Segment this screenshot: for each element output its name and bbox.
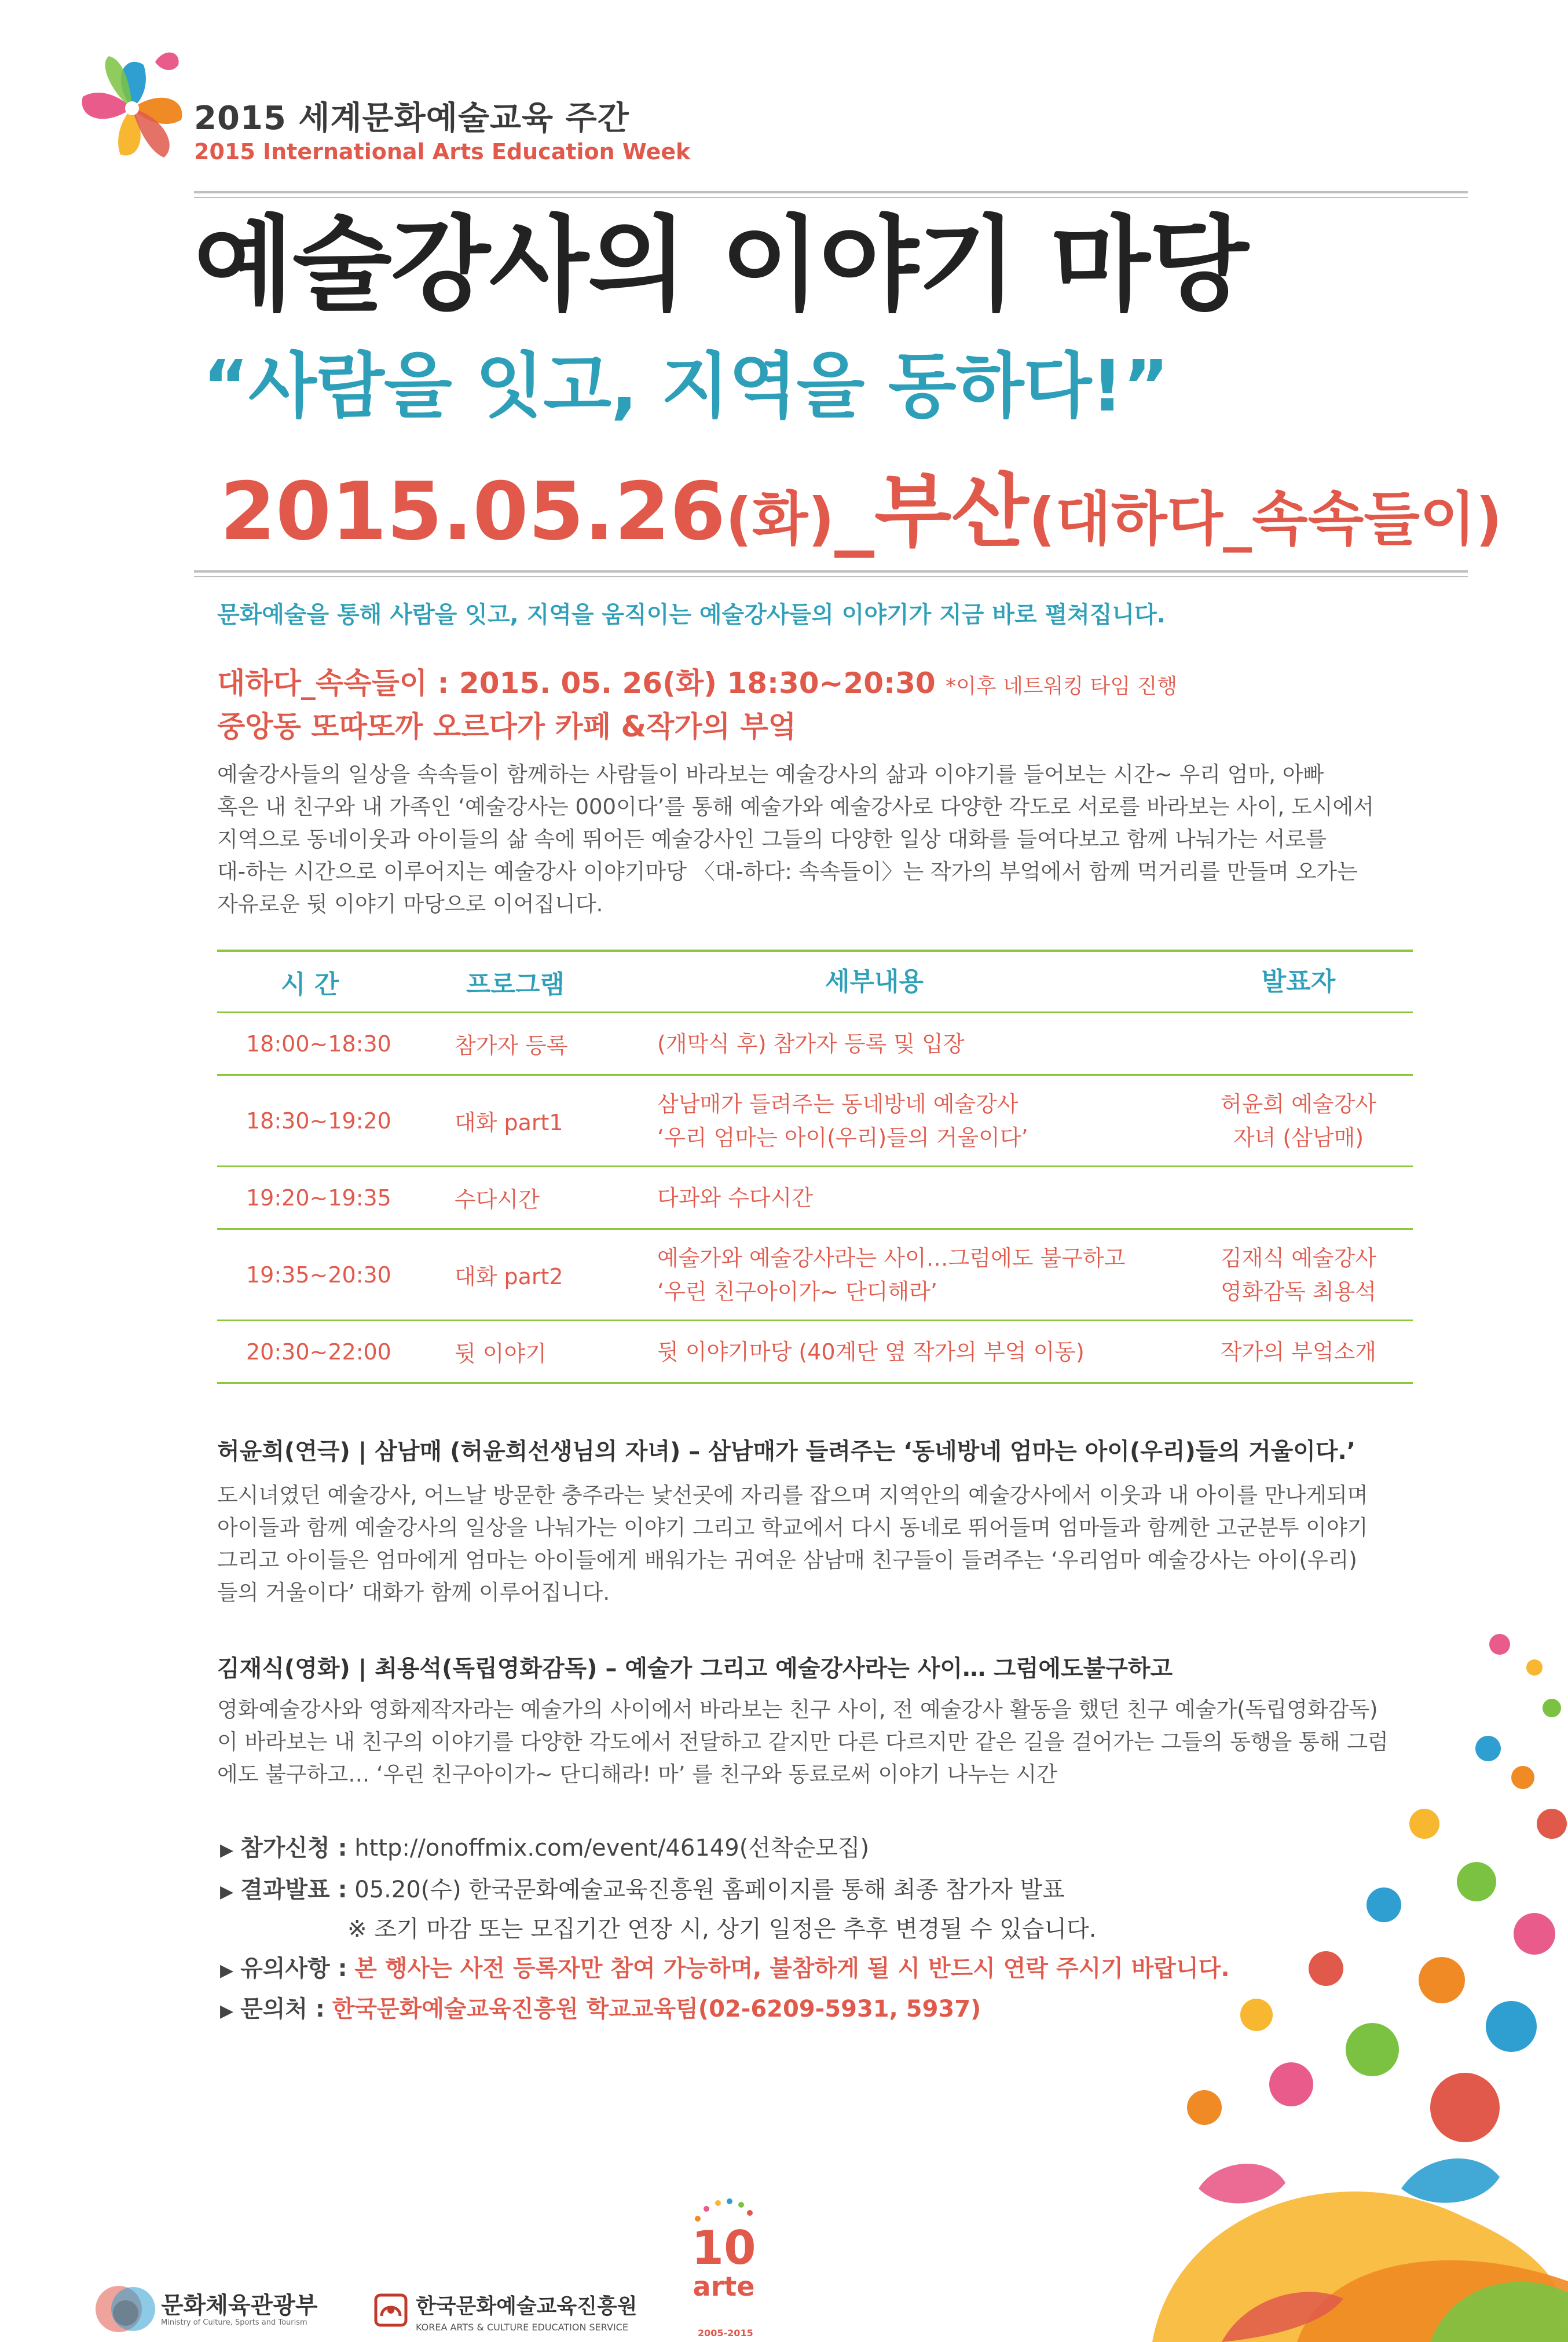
apply-label: 참가신청 :: [240, 1835, 347, 1861]
row-time: 20:30~22:00: [246, 1339, 391, 1365]
result-value: 05.20(수) 한국문화예술교육진흥원 홈페이지를 통해 최종 참가자 발표: [354, 1876, 1065, 1903]
anniversary-years: 2005-2015: [698, 2328, 753, 2339]
row-detail-line: ‘우리 엄마는 아이(우리)들의 거울이다’: [657, 1124, 1028, 1150]
row-detail-line: 삼남매가 들려주는 동네방네 예술강사: [657, 1091, 1019, 1117]
contact-value: 한국문화예술교육진흥원 학교교육팀(02-6209-5931, 5937): [332, 1996, 981, 2022]
info-contact: [220, 1991, 981, 2024]
schedule-change-notice: ※ 조기 마감 또는 모집기간 연장 시, 상기 일정은 추후 변경될 수 있습니다.: [347, 1916, 1097, 1942]
row-speaker: [1184, 1087, 1413, 1154]
info-result: [220, 1871, 1065, 1904]
triangle-right-icon: ▶: [220, 2001, 234, 2021]
intro-text: 문화예술을 통해 사람을 잇고, 지역을 움직이는 예술강사들의 이야기가 지금 바로 펼쳐집니다.: [217, 602, 1166, 628]
row-speaker-line: 허윤희 예술강사: [1220, 1091, 1377, 1117]
talk1-line: 도시녀였던 예술강사, 어느날 방문한 충주라는 낯선곳에 자리를 잡으며 지역안의 예술강사에서 이웃과 내 아이를 만나게되며: [217, 1483, 1368, 1508]
event-day: (화): [726, 485, 835, 553]
row-speaker-line: 자녀 (삼남매): [1233, 1124, 1364, 1150]
header-detail: 세부내용: [825, 966, 924, 996]
event-name-english: 2015 International Arts Education Week: [194, 139, 691, 164]
arte-name: 한국문화예술교육진흥원: [416, 2294, 638, 2318]
row-detail: [634, 1335, 1184, 1369]
event-date: 2015.05.26: [220, 465, 726, 558]
description-line: 혹은 내 친구와 내 가족인 ‘예술강사는 000이다’를 통해 예술가와 예술강사로 다양한 각도로 서로를 바라보는 사이, 도시에서: [217, 794, 1374, 819]
row-speaker: [1184, 1241, 1413, 1309]
triangle-right-icon: ▶: [220, 1882, 234, 1902]
session-time: [217, 660, 1177, 702]
anniversary-logo: [683, 2194, 764, 2322]
event-venue-tag: (대하다_속속들이): [1028, 485, 1503, 553]
row-detail: [634, 1087, 1184, 1154]
header-divider: [194, 191, 1468, 198]
description-line: 자유로운 뒷 이야기 마당으로 이어집니다.: [217, 892, 603, 917]
info-apply: [220, 1830, 869, 1863]
event-city: _부산: [834, 465, 1029, 558]
headline-divider: [194, 570, 1468, 577]
row-program: 참가자 등록: [455, 1033, 568, 1058]
page-subtitle: “사람을 잇고, 지역을 동하다!”: [203, 345, 1169, 427]
talk2-line: 에도 불구하고… ‘우린 친구아이가~ 단디해라! 마’ 를 친구와 동료로써 이야기 나누는 시간: [217, 1762, 1057, 1787]
row-program: 뒷 이야기: [455, 1341, 547, 1366]
page-title: 예술강사의 이야기 마당: [194, 205, 1248, 325]
talk2-heading: 김재식(영화) | 최용석(독립영화감독) – 예술가 그리고 예술강사라는 사이… 그럼에도불구하고: [217, 1655, 1173, 1682]
event-date-line: [220, 465, 1503, 558]
flower-petals-logo: [63, 42, 202, 175]
row-time: 19:20~19:35: [246, 1185, 391, 1211]
anniversary-number: 10: [691, 2221, 756, 2275]
row-program: 수다시간: [455, 1187, 540, 1212]
arte-emblem-icon: [373, 2293, 408, 2328]
row-detail-line: ‘우린 친구아이가~ 단디해라’: [657, 1278, 937, 1304]
row-detail-line: (개막식 후) 참가자 등록 및 입장: [657, 1031, 965, 1057]
row-speaker-line: 영화감독 최용석: [1220, 1278, 1377, 1304]
caution-label: 유의사항 :: [240, 1955, 347, 1982]
table-header: [217, 950, 1413, 1013]
description: [217, 758, 1374, 921]
row-time: 19:35~20:30: [246, 1262, 391, 1288]
description-line: 대-하는 시간으로 이루어지는 예술강사 이야기마당 〈대-하다: 속속들이〉는 작가의 부엌에서 함께 먹거리를 만들며 오가는: [217, 859, 1358, 884]
row-detail-line: 뒷 이야기마당 (40계단 옆 작가의 부엌 이동): [657, 1339, 1085, 1365]
row-detail: [634, 1241, 1184, 1309]
session-time-note: *이후 네트워킹 타임 진행: [946, 675, 1178, 698]
header-speaker: 발표자: [1261, 966, 1336, 996]
table-row: [217, 1076, 1413, 1167]
row-speaker-line: 김재식 예술강사: [1220, 1245, 1377, 1271]
description-line: 지역으로 동네이웃과 아이들의 삶 속에 뛰어든 예술강사인 그들의 다양한 일상 대화를 들여다보고 함께 나눠가는 서로를: [217, 827, 1327, 852]
ministry-name: 문화체육관광부: [161, 2292, 318, 2319]
row-time: 18:30~19:20: [246, 1108, 391, 1134]
talk1-line: 아이들과 함께 예술강사의 일상을 나눠가는 이야기 그리고 학교에서 다시 동네로 뛰어들며 엄마들과 함께한 고군분투 이야기: [217, 1515, 1368, 1540]
schedule-table: [217, 950, 1413, 1384]
talk1-line: 들의 거울이다’ 대화가 함께 이루어집니다.: [217, 1580, 610, 1605]
header-time: 시 간: [281, 969, 339, 999]
session-time-text: 대하다_속속들이 : 2015. 05. 26(화) 18:30~20:30: [217, 666, 936, 700]
row-speaker: [1184, 1335, 1413, 1369]
table-row: [217, 1167, 1413, 1230]
apply-link[interactable]: http://onoffmix.com/event/46149(선착순모집): [354, 1835, 870, 1861]
row-time: 18:00~18:30: [246, 1031, 391, 1057]
session-venue: 중앙동 또따또까 오르다가 카페 &작가의 부엌: [217, 710, 797, 743]
petal-cluster: [1152, 1633, 1568, 2342]
triangle-right-icon: ▶: [220, 1840, 234, 1860]
header-program: 프로그램: [466, 969, 565, 999]
talk2-line: 이 바라보는 내 친구의 이야기를 다양한 각도에서 전달하고 같지만 다른 다르지만 같은 길을 걸어가는 그들의 동행을 통해 그럼: [217, 1729, 1389, 1754]
row-detail: [634, 1181, 1184, 1215]
info-caution: [220, 1950, 1230, 1983]
ministry-name-english: Ministry of Culture, Sports and Tourism: [161, 2318, 307, 2327]
table-row: [217, 1230, 1413, 1321]
contact-label: 문의처 :: [240, 1996, 325, 2022]
row-program: 대화 part2: [455, 1264, 563, 1289]
row-program: 대화 part1: [455, 1110, 563, 1135]
caution-value: 본 행사는 사전 등록자만 참여 가능하며, 불참하게 될 시 반드시 연락 주시기 바랍니다.: [354, 1955, 1230, 1982]
row-detail-line: 다과와 수다시간: [657, 1185, 814, 1211]
talk2-line: 영화예술강사와 영화제작자라는 예술가의 사이에서 바라보는 친구 사이, 전 예술강사 활동을 했던 친구 예술가(독립영화감독): [217, 1697, 1378, 1722]
row-detail-line: 예술가와 예술강사라는 사이…그럼에도 불구하고: [657, 1245, 1126, 1271]
table-row: [217, 1321, 1413, 1384]
result-label: 결과발표 :: [240, 1876, 347, 1903]
row-detail: [634, 1027, 1184, 1061]
arte-name-english: KOREA ARTS & CULTURE EDUCATION SERVICE: [416, 2322, 628, 2333]
ministry-logo-icon: [93, 2281, 162, 2336]
talk1-heading: 허윤희(연극) | 삼남매 (허윤희선생님의 자녀) – 삼남매가 들려주는 ‘동네방네 엄마는 아이(우리)들의 거울이다.’: [217, 1438, 1355, 1465]
triangle-right-icon: ▶: [220, 1960, 234, 1981]
talk1-body: [217, 1479, 1368, 1609]
anniversary-word: arte: [693, 2271, 755, 2302]
event-name-korean: 2015 세계문화예술교육 주간: [194, 100, 629, 137]
talk1-line: 그리고 아이들은 엄마에게 엄마는 아이들에게 배워가는 귀여운 삼남매 친구들이 들려주는 ‘우리엄마 예술강사는 아이(우리): [217, 1548, 1357, 1573]
table-row: [217, 1013, 1413, 1076]
description-line: 예술강사들의 일상을 속속들이 함께하는 사람들이 바라보는 예술강사의 삶과 이야기를 들어보는 시간~ 우리 엄마, 아빠: [217, 762, 1324, 787]
row-speaker-line: 작가의 부엌소개: [1220, 1339, 1377, 1365]
